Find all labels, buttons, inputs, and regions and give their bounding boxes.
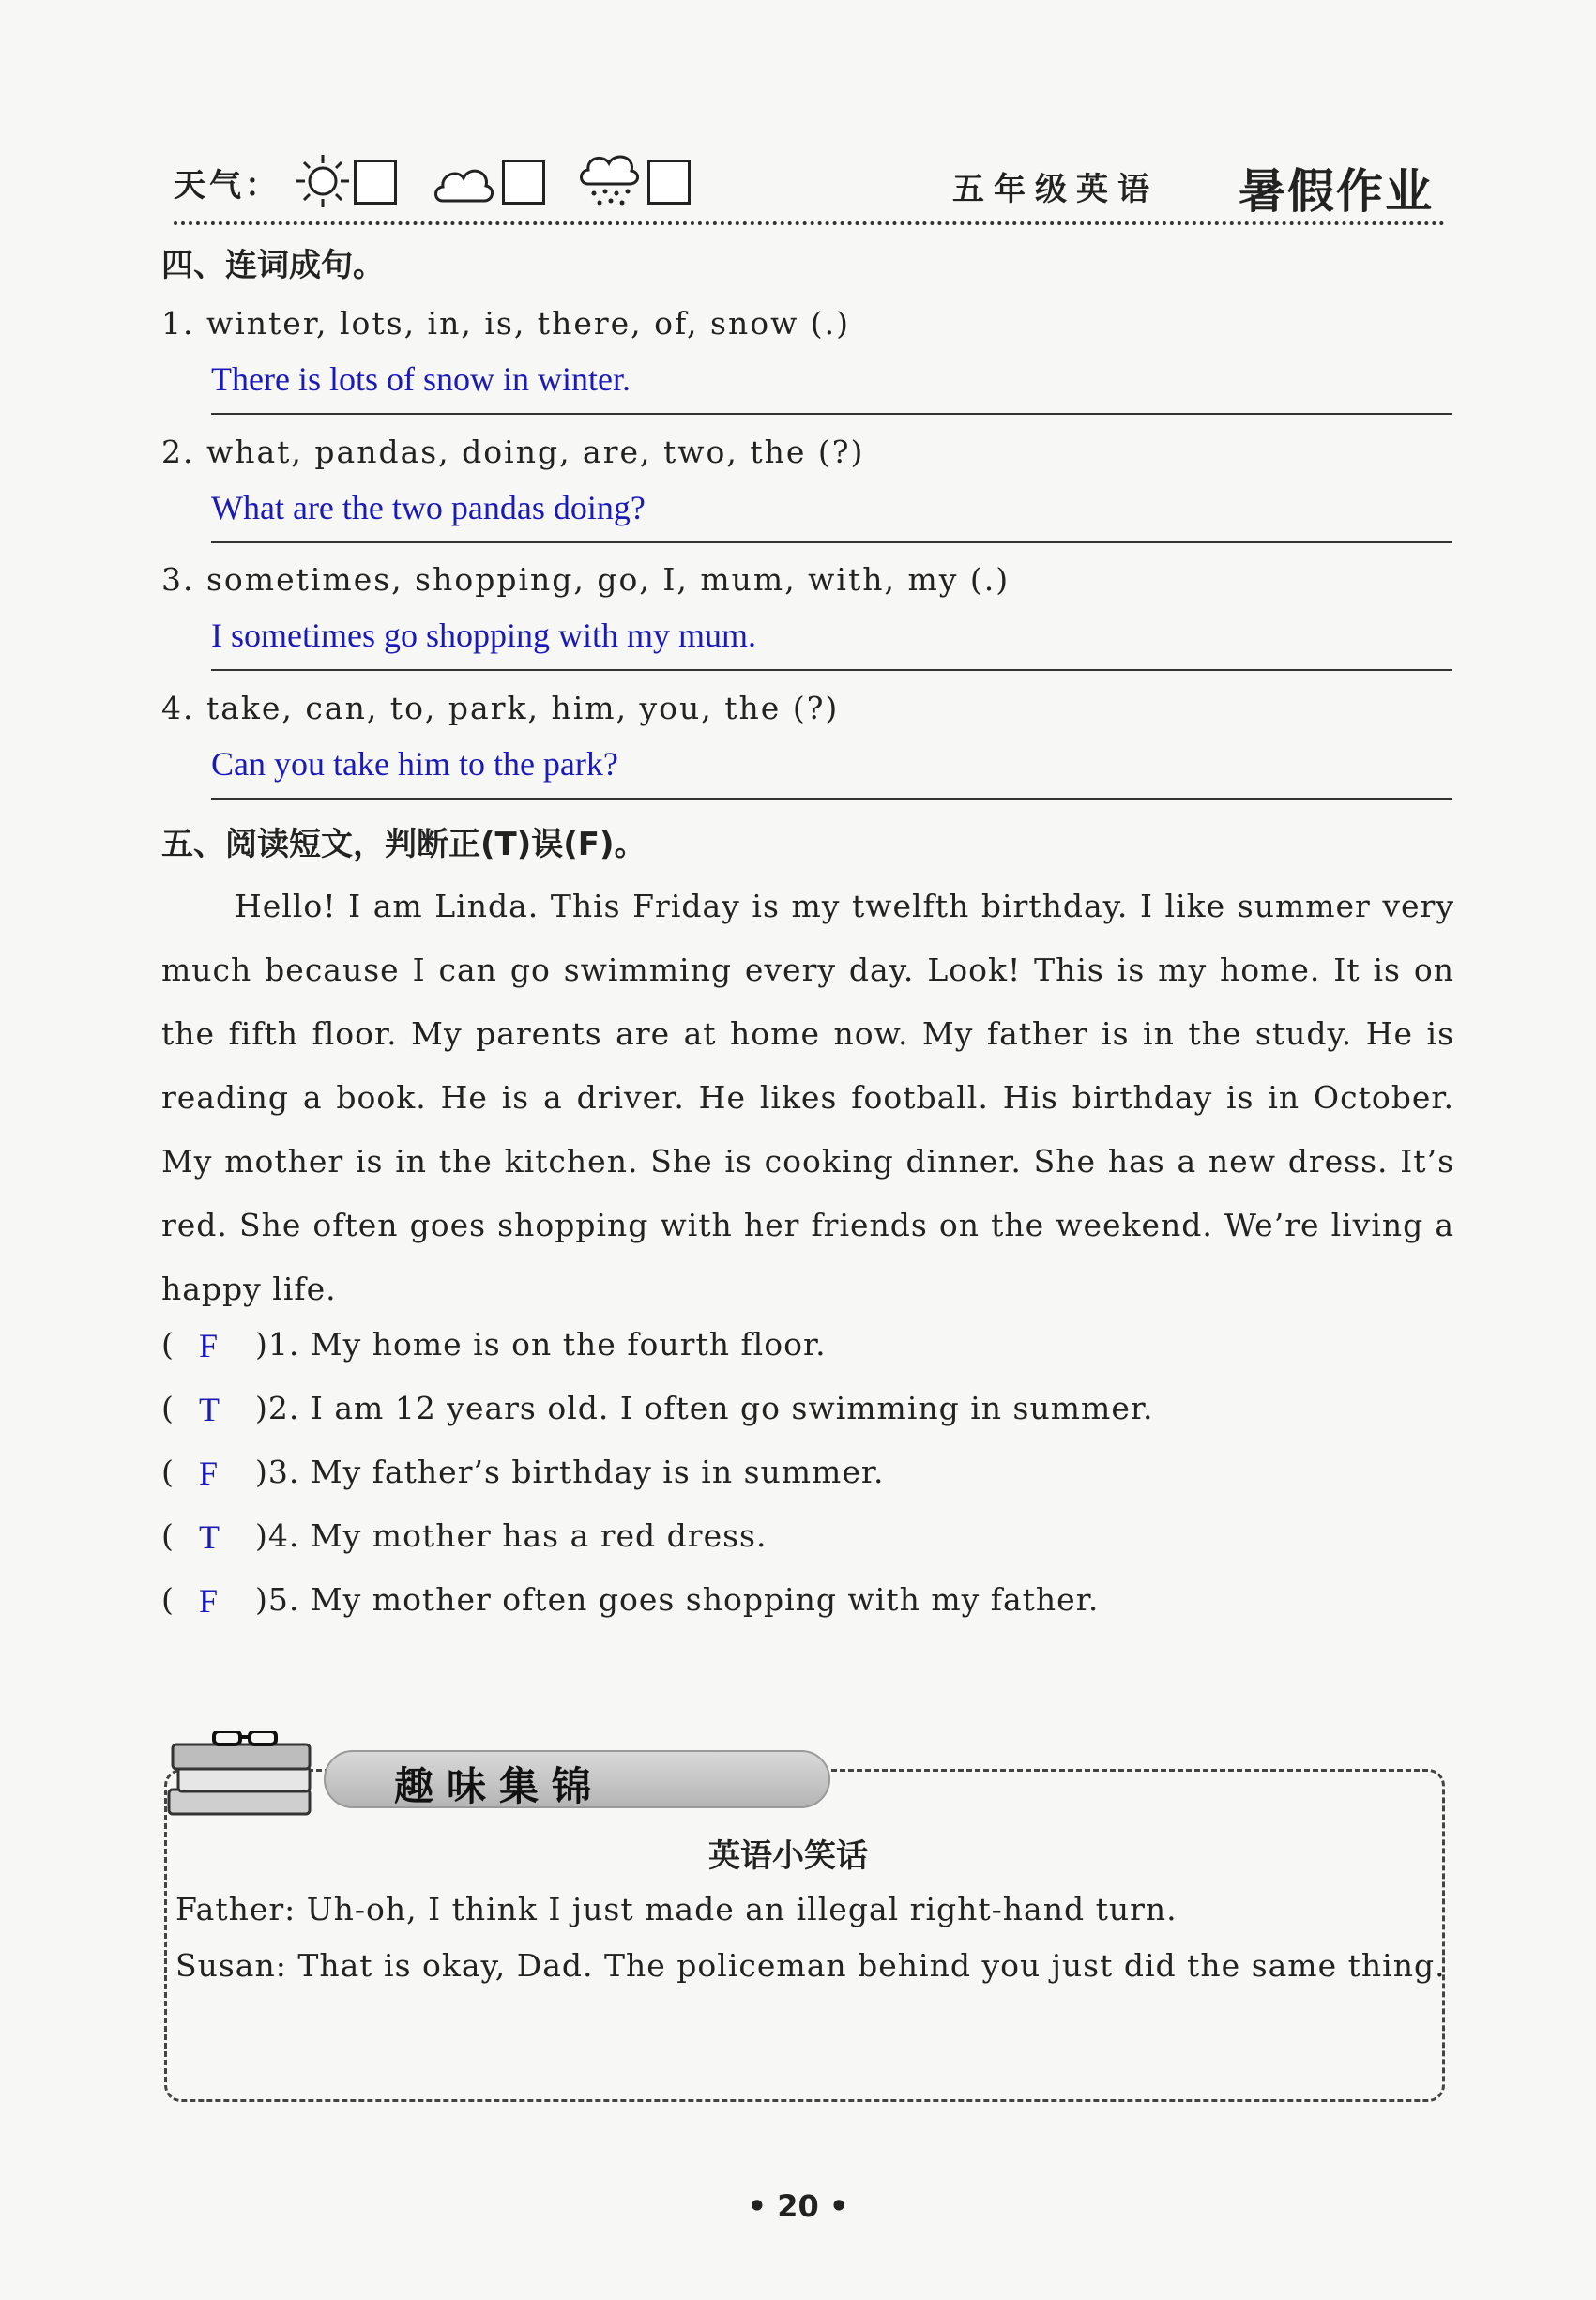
tf-statement: )3. My father’s birthday is in summer. [255, 1454, 885, 1490]
grade-subject-label: 五年级英语 [952, 171, 1159, 208]
reading-passage [161, 875, 1454, 1321]
answer-line [211, 669, 1452, 671]
question-prompt: 4. take, can, to, park, him, you, the (?) [161, 690, 840, 726]
tf-statement: )1. My home is on the fourth floor. [255, 1326, 827, 1363]
answer-line [211, 541, 1452, 543]
tf-statement: )2. I am 12 years old. I often go swimming in summer. [255, 1390, 1154, 1426]
answer-text[interactable]: What are the two pandas doing? [211, 489, 646, 526]
cloudy-icon [432, 160, 497, 206]
answer-text[interactable]: Can you take him to the park? [211, 745, 618, 783]
question-prompt: 1. winter, lots, in, is, there, of, snow (.) [161, 305, 851, 342]
sunny-checkbox[interactable] [354, 160, 397, 205]
weather-label: 天气： [174, 167, 281, 205]
joke-line: Susan: That is okay, Dad. The policeman behind you just did the same thing. [175, 1947, 1446, 1984]
page-header [174, 150, 1445, 225]
answer-line [211, 798, 1452, 800]
book-brand-title: 暑假作业 [1239, 164, 1434, 219]
section-4-title: 四、连词成句。 [161, 247, 385, 284]
worksheet-page: 天气： 五年级英语 暑假作业 四、连词成句。 1. winter, lots, in, is, there, of, snow (.) There is lots of snow in winter. 2. what, pandas, doing, are, two, the (?) What are the two pandas doing? 3. sometimes, shopping, go, I, mum, with, my (.) I sometimes go shopping with my mum. 4. take, can, to, park, him, you, the (?) Can you take him to the park? 五、阅读短文，判断正(T)误(F)。 Hello! I am Linda. This Friday is my twelfth birthday. I like summer very much because I can go swimming every day. Look! This is my home. It is on the fifth floor. My parents are at home now. My father is in the study. He is reading a book. He is a driver. He likes football. His birthday is in October. My mother is in the kitchen. She is cooking dinner. She has a new dress. It’s red. She often goes shopping with her friends on the weekend. We’re living a happy life. ( F )1. My home is on the fourth floor. ( T )2. I am 12 years old. I often go swimming in summer. ( F )3. My father’s birthday is in summer. ( T )4. My mother has a red dress. ( F )5. My mother often goes shopping with my father. 趣味集锦 英语小笑话 Father: Uh-oh, I think I just made an illegal right-hand turn. Susan: That is okay, Dad. The policeman behind you just did the same thing. • 20 • [0, 0, 1596, 2300]
joke-title: 英语小笑话 [708, 1837, 868, 1875]
tf-answer[interactable]: F [199, 1455, 220, 1492]
books-icon [160, 1731, 324, 1825]
tf-statement: )4. My mother has a red dress. [255, 1517, 768, 1554]
tf-answer[interactable]: F [199, 1327, 220, 1364]
fun-corner-border [164, 1769, 1445, 2102]
tf-answer[interactable]: F [199, 1582, 220, 1620]
question-prompt: 3. sometimes, shopping, go, I, mum, with, my (.) [161, 561, 1011, 598]
page-number: • 20 • [747, 2188, 849, 2224]
snowy-icon [577, 152, 643, 210]
tf-answer[interactable]: T [199, 1518, 220, 1556]
joke-line: Father: Uh-oh, I think I just made an illegal right-hand turn. [175, 1891, 1178, 1927]
tf-answer[interactable]: T [199, 1391, 220, 1428]
fun-corner-heading: 趣味集锦 [394, 1763, 605, 1809]
answer-line [211, 413, 1452, 415]
answer-text[interactable]: There is lots of snow in winter. [211, 360, 631, 398]
cloudy-checkbox[interactable] [502, 160, 545, 205]
answer-text[interactable]: I sometimes go shopping with my mum. [211, 617, 756, 654]
question-prompt: 2. what, pandas, doing, are, two, the (?) [161, 434, 865, 470]
sunny-icon [294, 152, 352, 210]
passage-text: Hello! I am Linda. This Friday is my twelfth birthday. I like summer very much because I can go swimming every day. Look! This is my home. It is on the fifth floor. My parents are at home now. My father is in the study. He is reading a book. He is a driver. He likes football. His birthday is in October. My mother is in the kitchen. She is cooking dinner. She has a new dress. It’s red. She often goes shopping with her friends on the weekend. We’re living a happy life. [161, 888, 1454, 1307]
fun-corner [164, 1763, 1446, 2102]
snowy-checkbox[interactable] [647, 160, 691, 205]
tf-statement: )5. My mother often goes shopping with my father. [255, 1581, 1100, 1618]
section-5-title: 五、阅读短文，判断正(T)误(F)。 [161, 826, 646, 863]
header-divider [174, 221, 1445, 225]
